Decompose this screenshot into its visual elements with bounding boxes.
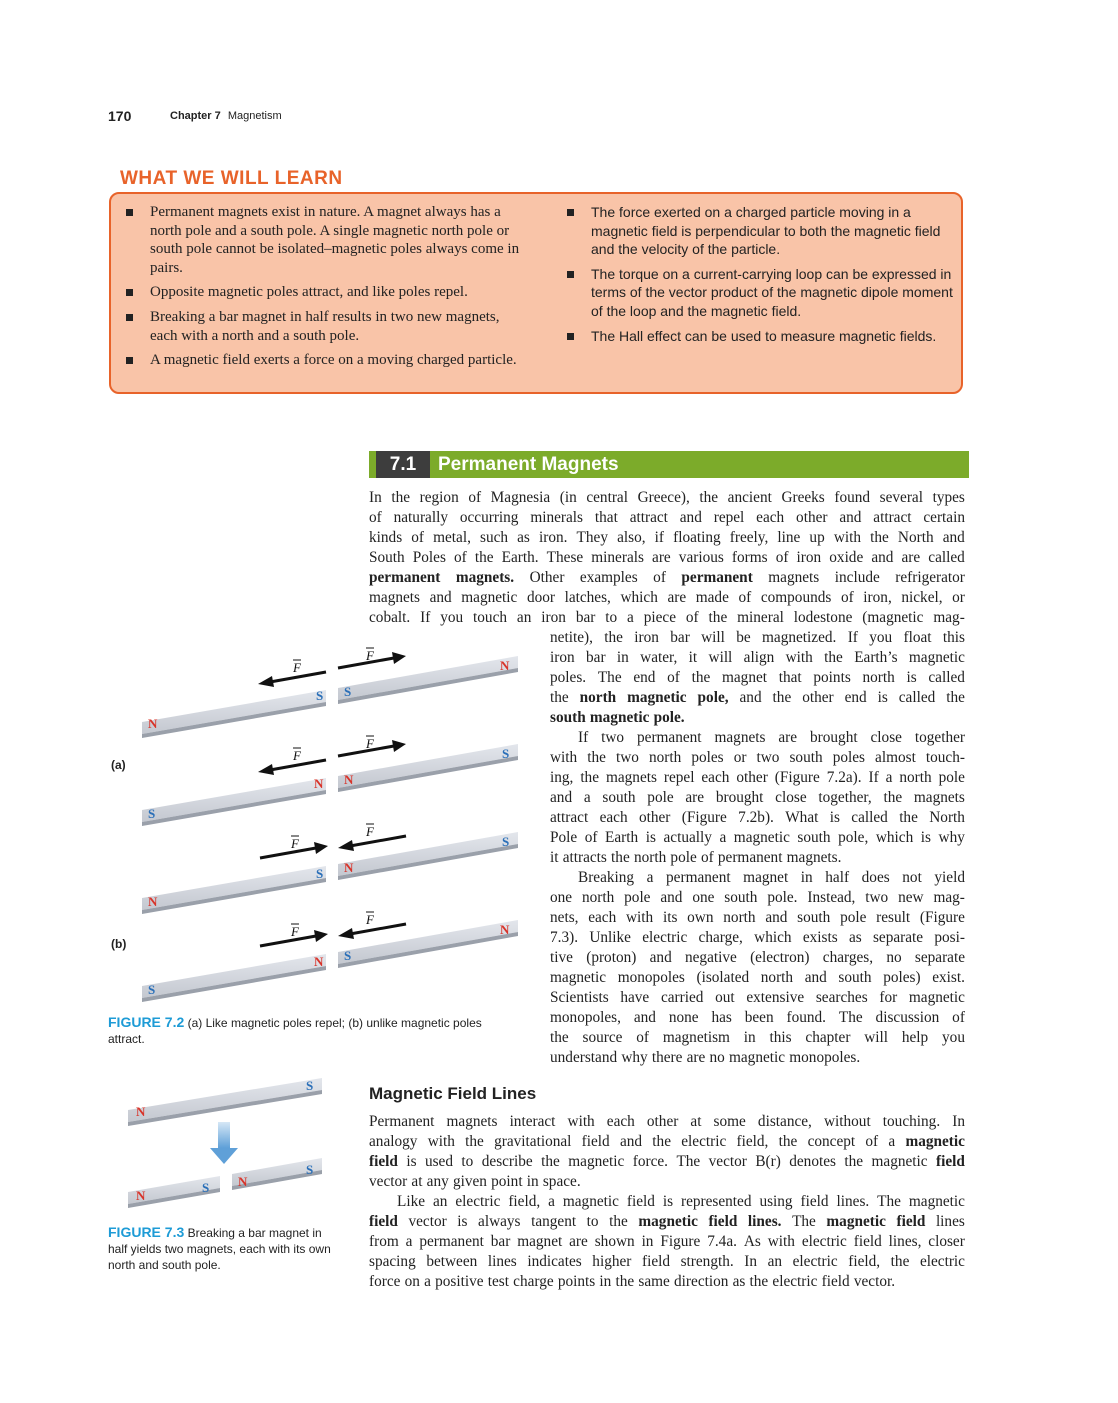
chapter-title: Magnetism <box>227 110 282 122</box>
magnet-bar <box>142 866 326 914</box>
arrowhead <box>314 930 328 942</box>
text-line: field is used to describe the magnetic force. The vector B(r) denotes the magnetic field <box>369 1153 965 1170</box>
bullet-icon <box>567 271 574 278</box>
page-number: 170 <box>108 108 132 124</box>
force-label: F <box>366 824 374 839</box>
text-line: poles. The end of the magnet that points north is called <box>550 669 965 686</box>
pole-label-s: S <box>502 746 510 761</box>
figure-part-a-label: (a) <box>111 758 126 772</box>
pole-label-s: S <box>344 684 352 699</box>
section-title: Permanent Magnets <box>438 454 619 475</box>
figure-7-3-label: FIGURE 7.3 <box>108 1224 185 1240</box>
pole-label-n: N <box>136 1104 146 1119</box>
figure-7-2-illustration <box>130 640 530 1020</box>
pole-label-n: N <box>500 658 510 673</box>
force-label: F <box>366 736 374 751</box>
pole-label-n: N <box>148 716 158 731</box>
text-line: field vector is always tangent to the magnetic field lines. The magnetic field lines <box>369 1213 965 1230</box>
text-line: If two permanent magnets are brought close together <box>578 729 965 746</box>
text-line: nets, each with its own north and south pole result (Figure <box>550 909 965 926</box>
text-line: of naturally occurring minerals that attract and repel each other and attract certain <box>369 509 965 526</box>
arrowhead <box>258 676 274 687</box>
text-line: netite), the iron bar will be magnetized. If you float this <box>550 629 965 646</box>
text-line: Breaking a permanent magnet in half does not yield <box>578 869 965 886</box>
pole-label-s: S <box>306 1162 314 1177</box>
force-arrow <box>260 936 316 946</box>
text-line: In the region of Magnesia (in central Greece), the ancient Greeks found several types <box>369 489 965 506</box>
pole-label-s: S <box>306 1078 314 1093</box>
learn-title: WHAT WE WILL LEARN <box>120 168 343 189</box>
text-line: one north pole and one south pole. Instead, two new mag- <box>550 889 965 906</box>
magnet-bar <box>142 690 326 738</box>
bullet-icon <box>126 314 133 321</box>
learn-item: Opposite magnetic poles attract, and like poles repel. <box>124 283 524 302</box>
text-line: it attracts the north pole of permanent magnets. <box>550 849 842 866</box>
arrowhead <box>314 842 328 854</box>
learn-item: The torque on a current-carrying loop can be expressed in terms of the vector product of the magnetic dipole moment of the loop and the magnetic field. <box>565 265 955 321</box>
text-line: tive (proton) and negative (electron) charges, no separate <box>550 949 965 966</box>
arrowhead <box>338 928 354 939</box>
text-line: vector at any given point in space. <box>369 1173 581 1190</box>
force-arrow <box>350 836 406 846</box>
text-line: understand why there are no magnetic monopoles. <box>550 1049 861 1066</box>
text-line: magnetic monopoles (isolated north and south poles) exist. <box>550 969 965 986</box>
bullet-icon <box>126 289 133 296</box>
pole-label-s: S <box>316 866 324 881</box>
text-line: Scientists have carried out extensive searches for magnetic <box>550 989 965 1006</box>
section-number: 7.1 <box>376 451 430 478</box>
text-line: attract each other (Figure 7.2b). What is called the North <box>550 809 965 826</box>
figure-7-3-illustration <box>126 1070 336 1210</box>
learn-item: The Hall effect can be used to measure magnetic fields. <box>565 327 955 346</box>
force-label: F <box>293 748 301 763</box>
force-label: F <box>366 912 374 927</box>
magnet-bar <box>142 778 326 826</box>
pole-label-s: S <box>202 1180 210 1195</box>
text-line: and a south pole are brought close together, the magnets <box>550 789 965 806</box>
text-line: Pole of Earth is actually a magnetic south pole, which is why <box>550 829 965 846</box>
text-line: 7.3). Unlike electric charge, which exists as separate posi- <box>550 929 965 946</box>
pole-label-n: N <box>500 922 510 937</box>
pole-label-s: S <box>344 948 352 963</box>
text-line: iron bar in water, it will align with the Earth’s magnetic <box>550 649 965 666</box>
arrowhead <box>258 764 274 775</box>
figure-7-2-caption <box>108 1014 498 1047</box>
learn-left-column <box>124 203 524 376</box>
text-line: south magnetic pole. <box>550 709 685 726</box>
text-line: the source of magnetism in this chapter will help you <box>550 1029 965 1046</box>
text-line: force on a positive test charge points in the same direction as the electric field vector. <box>369 1273 896 1290</box>
pole-label-n: N <box>238 1174 248 1189</box>
force-arrow <box>350 924 406 934</box>
magnet-bar <box>128 1078 322 1126</box>
learn-item: Breaking a bar magnet in half results in two new magnets, each with a north and a south pole. <box>124 308 524 345</box>
arrowhead <box>392 652 406 664</box>
text-line: with the two north poles or two south poles almost touch- <box>550 749 965 766</box>
bullet-icon <box>567 333 574 340</box>
force-label: F <box>291 924 299 939</box>
figure-7-2-label: FIGURE 7.2 <box>108 1014 185 1030</box>
pole-label-s: S <box>502 834 510 849</box>
arrowhead <box>392 740 406 752</box>
pole-label-s: S <box>148 806 156 821</box>
text-line: Like an electric field, a magnetic field is represented using field lines. The magnetic <box>397 1193 965 1210</box>
pole-label-n: N <box>314 776 324 791</box>
figure-7-2-caption-text: (a) Like magnetic poles repel; (b) unlike magnetic poles attract. <box>108 1016 482 1046</box>
text-line: ing, the magnets repel each other (Figure 7.2a). If a north pole <box>550 769 965 786</box>
pole-label-n: N <box>148 894 158 909</box>
text-line: magnets and magnetic door latches, which are made of compounds of iron, nickel, or <box>369 589 965 606</box>
pole-label-n: N <box>314 954 324 969</box>
text-line: cobalt. If you touch an iron bar to a piece of the mineral lodestone (magnetic mag- <box>369 609 965 626</box>
force-label: F <box>293 660 301 675</box>
force-arrow <box>260 848 316 858</box>
magnet-bar <box>142 954 326 1002</box>
learn-item: The force exerted on a charged particle moving in a magnetic field is perpendicular to both the magnetic field and the velocity of the particle. <box>565 203 955 259</box>
bullet-icon <box>126 209 133 216</box>
text-line: analogy with the gravitational field and the electric field, the concept of a magnetic <box>369 1133 965 1150</box>
magnet-bar <box>338 832 518 880</box>
pole-label-n: N <box>344 860 354 875</box>
force-label: F <box>366 648 374 663</box>
text-line: the north magnetic pole, and the other end is called the <box>550 689 965 706</box>
force-label: F <box>291 836 299 851</box>
text-line: Permanent magnets interact with each other at some distance, without touching. In <box>369 1113 965 1130</box>
text-line: spacing between lines indicates higher field strength. In an electric field, the electric <box>369 1253 965 1270</box>
pole-label-s: S <box>148 982 156 997</box>
chapter-label: Chapter 7 <box>170 110 221 122</box>
text-line: South Poles of the Earth. These minerals are various forms of iron oxide and are called <box>369 549 965 566</box>
text-line: kinds of metal, such as iron. They also, if floating freely, line up with the North and <box>369 529 965 546</box>
learn-right-column <box>565 203 955 351</box>
text-line: from a permanent bar magnet are shown in Figure 7.4a. As with electric field lines, closer <box>369 1233 965 1250</box>
learn-item: Permanent magnets exist in nature. A magnet always has a north pole and a south pole. A single magnetic north pole or south pole cannot be isolated–magnetic poles always come in pairs. <box>124 203 524 277</box>
subheading-magnetic-field-lines: Magnetic Field Lines <box>369 1084 537 1103</box>
pole-label-n: N <box>344 772 354 787</box>
pole-label-n: N <box>136 1188 146 1203</box>
text-line: permanent magnets. Other examples of permanent magnets include refrigerator <box>369 569 965 586</box>
bullet-icon <box>567 209 574 216</box>
bullet-icon <box>126 357 133 364</box>
arrowhead <box>338 840 354 851</box>
magnet-bar <box>338 920 518 968</box>
break-arrow-icon <box>210 1122 238 1164</box>
running-header <box>170 110 282 122</box>
text-line: monopoles, and none has been found. The discussion of <box>550 1009 965 1026</box>
figure-7-3-caption-text: Breaking a bar magnet in half yields two magnets, each with its own north and south pole. <box>108 1226 331 1272</box>
pole-label-s: S <box>316 688 324 703</box>
learn-item: A magnetic field exerts a force on a moving charged particle. <box>124 351 524 370</box>
figure-7-3-caption <box>108 1224 340 1273</box>
figure-part-b-label: (b) <box>111 937 127 951</box>
